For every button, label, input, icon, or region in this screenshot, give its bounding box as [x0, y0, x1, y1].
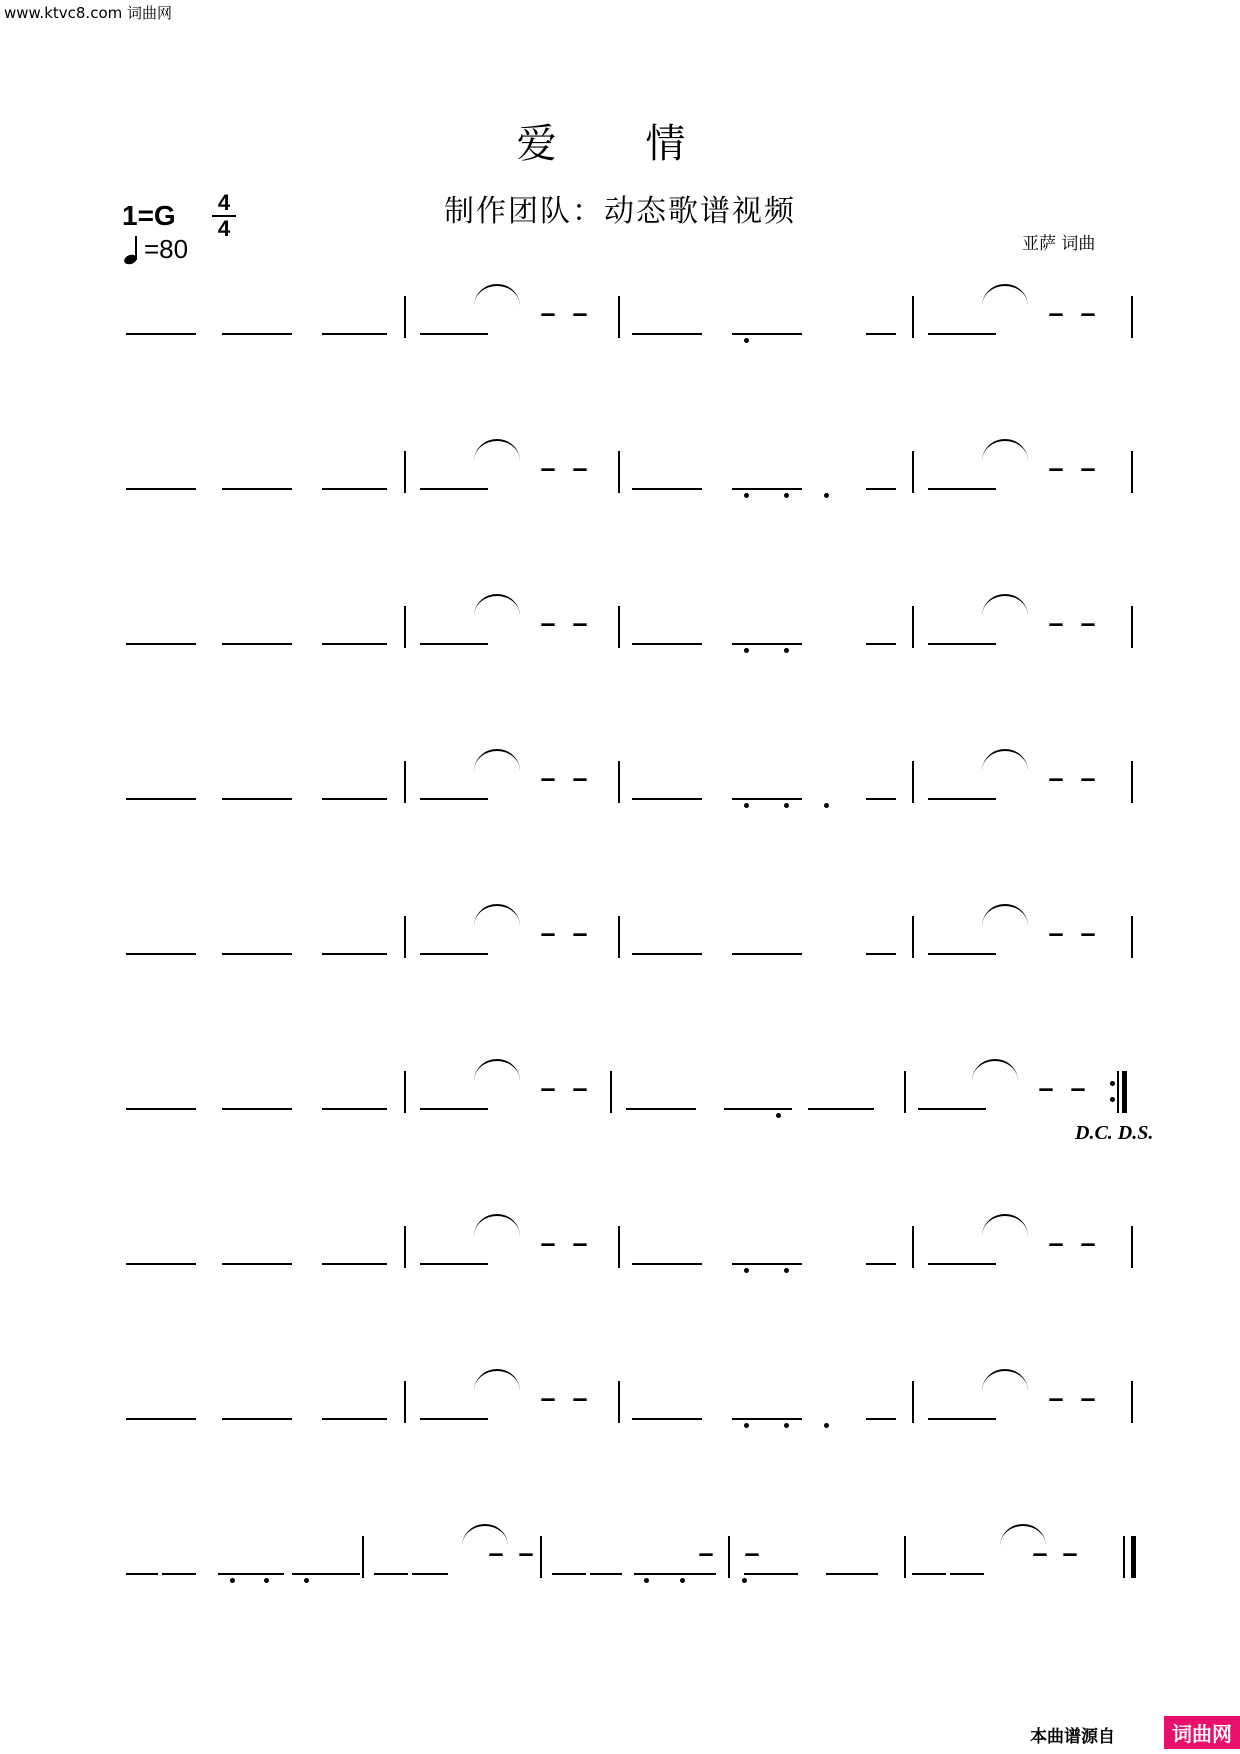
- barline: [1131, 1381, 1133, 1423]
- barline: [404, 1226, 406, 1268]
- eighth-underline: [632, 1263, 702, 1265]
- sustain-dash: –: [698, 1538, 714, 1568]
- sustain-dash: –: [1048, 453, 1064, 483]
- sustain-dash: –: [540, 298, 556, 328]
- tie-arc: [982, 749, 1028, 771]
- low-octave-dot: [776, 1113, 781, 1118]
- barline: [404, 916, 406, 958]
- eighth-underline: [808, 1108, 874, 1110]
- low-octave-dot: [784, 493, 789, 498]
- footer-logo: 词曲网: [1164, 1716, 1240, 1749]
- eighth-underline: [928, 1263, 996, 1265]
- eighth-underline: [732, 798, 802, 800]
- tie-arc: [982, 594, 1028, 616]
- sustain-dash: –: [744, 1538, 760, 1568]
- eighth-underline: [222, 1263, 292, 1265]
- barline: [1131, 916, 1133, 958]
- eighth-underline: [928, 333, 996, 335]
- barline: [618, 1381, 620, 1423]
- eighth-underline: [222, 953, 292, 955]
- barline: [912, 451, 914, 493]
- sustain-dash: –: [1048, 1228, 1064, 1258]
- sustain-dash: –: [1048, 918, 1064, 948]
- sustain-dash: –: [1062, 1538, 1078, 1568]
- tie-arc: [474, 284, 520, 306]
- low-octave-dot: [824, 1423, 829, 1428]
- sustain-dash: –: [1080, 1228, 1096, 1258]
- barline: [1131, 761, 1133, 803]
- eighth-underline: [732, 1263, 802, 1265]
- eighth-underline: [322, 798, 387, 800]
- eighth-underline: [292, 1573, 360, 1575]
- barline: [1131, 606, 1133, 648]
- time-signature-bottom: 4: [217, 216, 231, 241]
- eighth-underline: [590, 1573, 622, 1575]
- barline: [904, 1071, 906, 1113]
- eighth-underline: [724, 1108, 792, 1110]
- eighth-underline: [126, 488, 196, 490]
- barline: [618, 296, 620, 338]
- low-octave-dot: [744, 493, 749, 498]
- tie-arc: [474, 904, 520, 926]
- barline: [618, 606, 620, 648]
- eighth-underline: [322, 488, 387, 490]
- sustain-dash: –: [540, 1073, 556, 1103]
- key-signature: 1=G: [122, 200, 176, 231]
- eighth-underline: [632, 488, 702, 490]
- eighth-underline: [126, 798, 196, 800]
- sustain-dash: –: [540, 453, 556, 483]
- low-octave-dot: [784, 803, 789, 808]
- eighth-underline: [732, 333, 802, 335]
- sustain-dash: –: [540, 608, 556, 638]
- eighth-underline: [918, 1108, 986, 1110]
- sustain-dash: –: [1080, 1383, 1096, 1413]
- low-octave-dot: [784, 1423, 789, 1428]
- site-watermark: www.ktvc8.com 词曲网: [4, 4, 173, 22]
- sustain-dash: –: [518, 1538, 534, 1568]
- composer-credit: 亚萨 词曲: [1022, 234, 1096, 254]
- sustain-dash: –: [1048, 608, 1064, 638]
- sustain-dash: –: [572, 453, 588, 483]
- low-octave-dot: [742, 1578, 747, 1583]
- barline: [904, 1536, 906, 1578]
- sustain-dash: –: [540, 1228, 556, 1258]
- eighth-underline: [322, 643, 387, 645]
- eighth-underline: [632, 953, 702, 955]
- eighth-underline: [126, 953, 196, 955]
- eighth-underline: [222, 333, 292, 335]
- barline: [912, 761, 914, 803]
- sustain-dash: –: [572, 298, 588, 328]
- barline: [404, 296, 406, 338]
- tie-arc: [982, 904, 1028, 926]
- eighth-underline: [222, 798, 292, 800]
- barline: [618, 916, 620, 958]
- repeat-barline-thick: [1122, 1071, 1127, 1113]
- low-octave-dot: [744, 1268, 749, 1273]
- quarter-note-icon: [124, 236, 140, 264]
- barline: [912, 1381, 914, 1423]
- eighth-underline: [732, 953, 802, 955]
- barline: [404, 451, 406, 493]
- barline: [362, 1536, 364, 1578]
- sustain-dash: –: [572, 763, 588, 793]
- sustain-dash: –: [488, 1538, 504, 1568]
- barline: [912, 296, 914, 338]
- tie-arc: [982, 1214, 1028, 1236]
- sustain-dash: –: [1080, 453, 1096, 483]
- low-octave-dot: [264, 1578, 269, 1583]
- final-barline-thick: [1131, 1536, 1136, 1578]
- barline: [404, 606, 406, 648]
- eighth-underline: [420, 333, 488, 335]
- low-octave-dot: [744, 1423, 749, 1428]
- sustain-dash: –: [1048, 1383, 1064, 1413]
- eighth-underline: [322, 1418, 387, 1420]
- repeat-dot: [1110, 1097, 1115, 1102]
- barline: [618, 451, 620, 493]
- time-signature-top: 4: [217, 190, 231, 215]
- eighth-underline: [928, 1418, 996, 1420]
- eighth-underline: [322, 953, 387, 955]
- low-octave-dot: [824, 803, 829, 808]
- tie-arc: [462, 1524, 508, 1546]
- low-octave-dot: [824, 493, 829, 498]
- tie-arc: [474, 1369, 520, 1391]
- sustain-dash: –: [540, 1383, 556, 1413]
- low-octave-dot: [304, 1578, 309, 1583]
- eighth-underline: [928, 953, 996, 955]
- sustain-dash: –: [1080, 918, 1096, 948]
- low-octave-dot: [680, 1578, 685, 1583]
- eighth-underline: [912, 1573, 946, 1575]
- barline: [404, 761, 406, 803]
- eighth-underline: [732, 643, 802, 645]
- barline: [618, 1226, 620, 1268]
- eighth-underline: [632, 643, 702, 645]
- eighth-underline: [732, 1418, 802, 1420]
- tie-arc: [474, 594, 520, 616]
- eighth-underline: [632, 333, 702, 335]
- low-octave-dot: [784, 1268, 789, 1273]
- eighth-underline: [126, 333, 196, 335]
- eighth-underline: [322, 1108, 387, 1110]
- eighth-underline: [420, 1108, 488, 1110]
- eighth-underline: [866, 798, 896, 800]
- sustain-dash: –: [1080, 763, 1096, 793]
- sustain-dash: –: [572, 1383, 588, 1413]
- eighth-underline: [222, 488, 292, 490]
- sustain-dash: –: [540, 918, 556, 948]
- eighth-underline: [162, 1573, 196, 1575]
- eighth-underline: [126, 1108, 196, 1110]
- eighth-underline: [126, 1418, 196, 1420]
- footer-source: 本曲谱源自: [1030, 1727, 1115, 1747]
- barline: [912, 606, 914, 648]
- eighth-underline: [866, 953, 896, 955]
- eighth-underline: [222, 643, 292, 645]
- eighth-underline: [222, 1108, 292, 1110]
- tie-arc: [474, 1059, 520, 1081]
- tie-arc: [972, 1059, 1018, 1081]
- barline: [404, 1071, 406, 1113]
- tie-arc: [982, 1369, 1028, 1391]
- barline: [1131, 451, 1133, 493]
- sustain-dash: –: [1048, 763, 1064, 793]
- sustain-dash: –: [572, 608, 588, 638]
- eighth-underline: [126, 1573, 158, 1575]
- tempo-marking: [124, 234, 188, 265]
- eighth-underline: [928, 488, 996, 490]
- barline: [1131, 296, 1133, 338]
- eighth-underline: [626, 1108, 696, 1110]
- tempo-value: =80: [144, 234, 189, 264]
- eighth-underline: [552, 1573, 586, 1575]
- low-octave-dot: [744, 338, 749, 343]
- sustain-dash: –: [572, 918, 588, 948]
- eighth-underline: [866, 488, 896, 490]
- eighth-underline: [632, 1418, 702, 1420]
- eighth-underline: [420, 798, 488, 800]
- eighth-underline: [420, 953, 488, 955]
- eighth-underline: [950, 1573, 984, 1575]
- final-barline-thin: [1123, 1536, 1125, 1578]
- sustain-dash: –: [1070, 1073, 1086, 1103]
- repeat-dot: [1110, 1081, 1115, 1086]
- tie-arc: [1000, 1524, 1046, 1546]
- time-signature: [212, 192, 236, 240]
- tie-arc: [474, 1214, 520, 1236]
- tie-arc: [982, 439, 1028, 461]
- eighth-underline: [412, 1573, 448, 1575]
- sustain-dash: –: [1048, 298, 1064, 328]
- eighth-underline: [632, 798, 702, 800]
- eighth-underline: [126, 1263, 196, 1265]
- sustain-dash: –: [572, 1073, 588, 1103]
- sustain-dash: –: [1080, 298, 1096, 328]
- sustain-dash: –: [572, 1228, 588, 1258]
- eighth-underline: [218, 1573, 284, 1575]
- barline: [404, 1381, 406, 1423]
- sustain-dash: –: [1038, 1073, 1054, 1103]
- eighth-underline: [866, 1263, 896, 1265]
- eighth-underline: [322, 333, 387, 335]
- barline: [610, 1071, 612, 1113]
- barline: [912, 916, 914, 958]
- eighth-underline: [866, 643, 896, 645]
- eighth-underline: [866, 1418, 896, 1420]
- low-octave-dot: [784, 648, 789, 653]
- low-octave-dot: [644, 1578, 649, 1583]
- eighth-underline: [928, 798, 996, 800]
- eighth-underline: [928, 643, 996, 645]
- eighth-underline: [420, 1263, 488, 1265]
- tie-arc: [474, 439, 520, 461]
- sustain-dash: –: [540, 763, 556, 793]
- low-octave-dot: [230, 1578, 235, 1583]
- eighth-underline: [420, 488, 488, 490]
- sustain-dash: –: [1032, 1538, 1048, 1568]
- eighth-underline: [322, 1263, 387, 1265]
- low-octave-dot: [744, 648, 749, 653]
- low-octave-dot: [744, 803, 749, 808]
- repeat-instruction: D.C. D.S.: [1075, 1122, 1154, 1144]
- song-title: 爱 情: [516, 121, 724, 167]
- eighth-underline: [374, 1573, 408, 1575]
- barline: [540, 1536, 542, 1578]
- eighth-underline: [420, 643, 488, 645]
- barline: [728, 1536, 730, 1578]
- eighth-underline: [126, 643, 196, 645]
- song-subtitle: 制作团队：动态歌谱视频: [444, 194, 796, 229]
- tie-arc: [474, 749, 520, 771]
- barline: [912, 1226, 914, 1268]
- eighth-underline: [826, 1573, 878, 1575]
- eighth-underline: [634, 1573, 716, 1575]
- eighth-underline: [420, 1418, 488, 1420]
- barline: [1131, 1226, 1133, 1268]
- eighth-underline: [866, 333, 896, 335]
- repeat-barline-thin: [1117, 1071, 1119, 1113]
- barline: [618, 761, 620, 803]
- eighth-underline: [732, 488, 802, 490]
- eighth-underline: [222, 1418, 292, 1420]
- sustain-dash: –: [1080, 608, 1096, 638]
- tie-arc: [982, 284, 1028, 306]
- eighth-underline: [744, 1573, 798, 1575]
